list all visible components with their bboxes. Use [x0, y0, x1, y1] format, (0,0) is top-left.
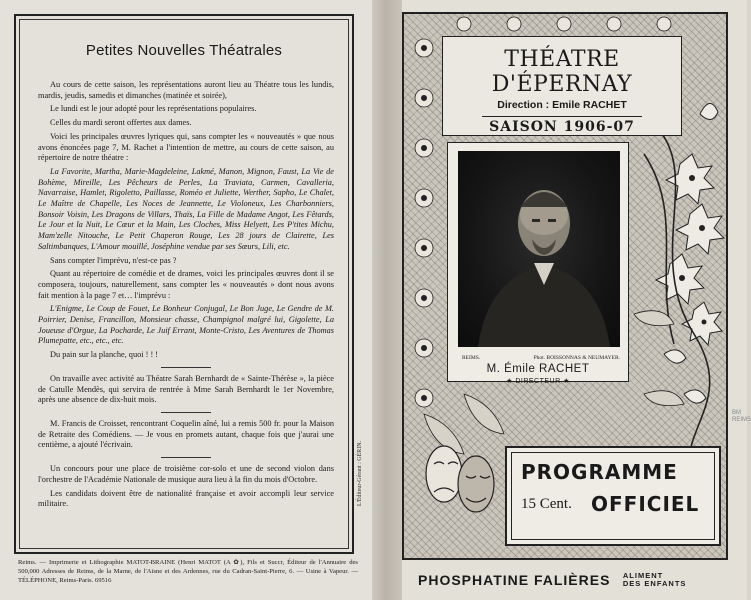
news-paragraph: Le lundi est le jour adopté pour les représentations populaires. [50, 104, 257, 114]
news-paragraph: Quant au répertoire de comédie et de drames, voici les principales œuvres dont il se composera, toujours, naturellement, sans compter les « nouveautés » dont nous avons fait mention à la page 7 et… l'imprévu : [38, 269, 334, 300]
news-paragraph: Au cours de cette saison, les représentations auront lieu au Théatre tous les lundis, mardis, jeudis, samedis et dimanches (matinée et soirée), [38, 80, 334, 100]
editor-manager-note: L'Éditeur-Gérant : GÉRIN. [357, 440, 363, 506]
left-page-frame [14, 14, 354, 554]
programme-panel [505, 446, 721, 546]
theatre-heading-panel [442, 36, 682, 136]
portrait-silhouette [458, 151, 620, 347]
director-role: ★ DIRECTEUR ★ [506, 378, 570, 385]
heading-rule [482, 116, 642, 117]
left-page-inner-frame [19, 19, 349, 549]
right-page [402, 0, 751, 600]
lyric-repertoire-list: La Favorite, Martha, Marie-Magdeleine, Lakmé, Manon, Mignon, Faust, La Vie de Bohème, Mireille, Les Pêcheurs de Perles, La Traviata, Carmen, Cavalleria, Navarraise, Hamlet, Rigoletto, Paillasse, Roméo et Juliette, Werther, Sapho, Le Chalet, Le Maître de Chapelle, Les Noces de Jeannette, Le Violoneux, Les Charbonniers, Bonsoir Voisin, Les Dragons de Villars, Thaïs, La Fille de Madame Angot, Les Fêtards, Le Jour et la Nuit, Le Cœur et la Main, Les Cloches, Miss Helyett, Les P'tites Michu, Mam'zelle Nitouche, Le Petit Chaperon Rouge, Les 28 jours de Clairette, Les Saltimbanques, L'Amour mouillé, Joséphine vendue par ses Sœurs, Lili, etc. [38, 166, 334, 251]
advertisement-brand: PHOSPHATINE FALIÈRES [418, 572, 611, 588]
photo-credit-city: REIMS. [462, 355, 481, 361]
news-paragraph: M. Francis de Croisset, rencontrant Coquelin aîné, lui a remis 500 fr. pour la Maison de Retraite des Comédiens. — Je vous en promets autant, chaque fois que j'aurai une centième, a ajouté l'écrivain. [38, 418, 334, 450]
programme-price: 15 Cent. [521, 496, 572, 512]
section-divider [161, 412, 211, 413]
advertisement [418, 572, 734, 590]
photo-credit-studio: Phot. BOISSONNAS & NEUMAYER. [533, 355, 620, 361]
printer-imprint: Reims. — Imprimerie et Lithographie MATOT-BRAINE (Henri MATOT (A ✿), Fils et Succr, Éditeur de l'Annuaire des 500,000 Adresses de Reims, de la Marne, de l'Aisne et des Ardennes, rue du Cadran-Saint-Pierre, 6. — Usine à Vapeur. — TÉLÉPHONE, Reims-Paris. 69516 [18, 559, 358, 584]
tagline-line-2: DES ENFANTS [622, 579, 687, 588]
library-stamp [732, 410, 751, 424]
news-paragraph: Du pain sur la planche, quoi ! ! ! [50, 350, 159, 360]
book-gutter [372, 0, 402, 600]
cover-frame [402, 12, 728, 560]
drama-repertoire-list: L'Enigme, Le Coup de Fouet, Le Bonheur Conjugal, Le Bon Juge, Le Gendre de M. Poirrier, Denise, Francillon, Monsieur chasse, Champignol malgré lui, Gigolette, La Joueuse d'Orgue, La Pocharde, Le Juif Errant, Monte-Cristo, Les Aventures de Thomas Plumepatte, etc., etc., etc. [38, 304, 334, 346]
news-title: Petites Nouvelles Théatrales [85, 42, 283, 59]
director-name: M. Émile RACHET [486, 363, 590, 375]
theatre-name: THÉATRE D'ÉPERNAY [491, 47, 633, 97]
official-word: OFFICIEL [591, 492, 700, 516]
section-divider [161, 367, 211, 368]
news-body [38, 80, 334, 513]
news-paragraph: Un concours pour une place de troisième cor-solo et une de second violon dans l'orchestre de l'Académie Nationale de musique aura lieu à la fin du mois d'Octobre. [38, 464, 334, 484]
news-paragraph: Les candidats doivent être de nationalité française et avoir accompli leur service militaire. [38, 488, 334, 509]
news-paragraph: Voici les principales œuvres lyriques qui, sans compter les « nouveautés » que nous avons énoncées page 7, M. Rachet a l'intention de mettre, au cours de cette saison, au répertoire de notre théatre : [38, 131, 334, 163]
season-label: SAISON 1906-07 [489, 119, 635, 135]
direction-line: Direction : Emile RACHET [497, 99, 627, 111]
left-page [0, 0, 372, 600]
tagline-line-1: ALIMENT [622, 571, 664, 580]
news-paragraph: Celles du mardi seront offertes aux dames. [50, 118, 192, 128]
library-stamp-line: BM [732, 410, 741, 416]
section-divider [161, 457, 211, 458]
library-stamp-line: REIMS [732, 417, 751, 423]
programme-word: PROGRAMME [521, 460, 678, 484]
news-paragraph: Sans compter l'imprévu, n'est-ce pas ? [50, 255, 177, 265]
director-portrait-photo [458, 151, 620, 347]
advertisement-tagline [623, 572, 687, 588]
portrait-card [447, 142, 629, 385]
news-paragraph: On travaille avec activité au Théatre Sarah Bernhardt de « Sainte-Thérèse », la pièce de Catulle Mendès, qui servira de rentrée à Mme Sarah Bernhardt le 1er Novembre, après une absence de dix-huit mois. [38, 373, 334, 405]
